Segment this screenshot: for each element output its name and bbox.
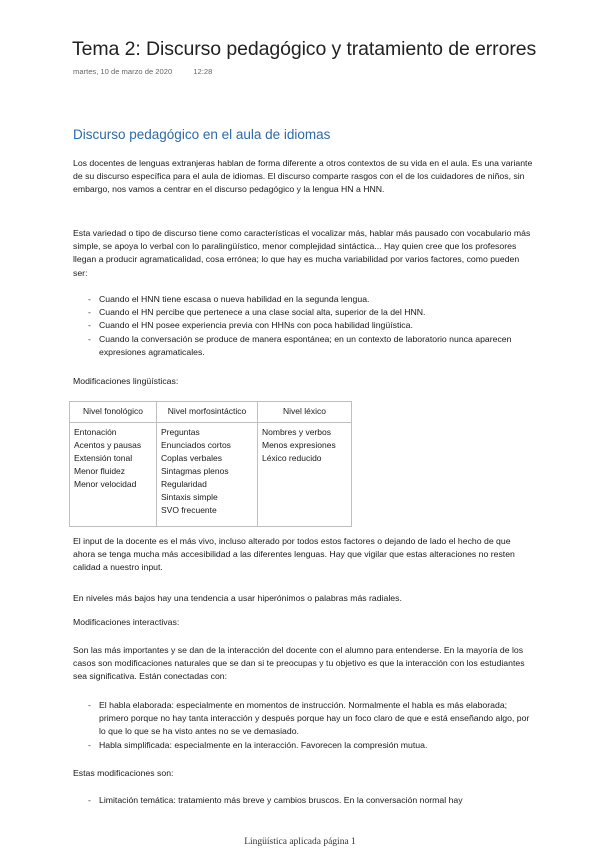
connected-list (73, 699, 533, 752)
table-cell-item: SVO frecuente (161, 505, 217, 515)
table-cell-item: Coplas verbales (161, 453, 222, 463)
lexical-cell (258, 423, 352, 527)
modifications-table (69, 401, 352, 527)
table-cell-item: Extensión tonal (74, 453, 133, 463)
page-footer: Lingüística aplicada página 1 (244, 837, 356, 847)
date-time-meta (73, 67, 212, 76)
table-cell-item: Acentos y pausas (74, 440, 142, 450)
table-header-row (70, 402, 352, 423)
list-item: - El habla elaborada: especialmente en momentos de instrucción. Normalmente el habla es más elaborada; primero porque no hay tanta interacción y después porque hay un foco claro de que e está enseñando algo, por lo que lo que se ha visto antes no se ve demasiado. (73, 699, 533, 739)
factors-list (73, 293, 533, 359)
table-row (70, 423, 352, 527)
table-cell-item: Menor velocidad (74, 479, 137, 489)
list-item: - Cuando la conversación se produce de manera espontánea; en un contexto de laboratorio nunca aparecen expresiones agramaticales. (73, 333, 533, 359)
modifications-list (73, 794, 533, 807)
list-item: - Cuando el HNN tiene escasa o nueva habilidad en la segunda lengua. (73, 293, 533, 306)
table-cell-item: Enunciados cortos (161, 440, 231, 450)
date-text: martes, 10 de marzo de 2020 (73, 67, 173, 76)
these-mods-label: Estas modificaciones son: (73, 768, 174, 778)
page-title: Tema 2: Discurso pedagógico y tratamiento de errores (72, 38, 537, 60)
table-header-cell: Nivel morfosintáctico (157, 402, 258, 423)
list-item: - Cuando el HN posee experiencia previa con HHNs con poca habilidad lingüística. (73, 319, 533, 332)
table-cell-item: Preguntas (161, 427, 200, 437)
table-cell-item: Menos expresiones (262, 440, 336, 450)
table-cell-item: Menor fluidez (74, 466, 126, 476)
list-item: - Limitación temática: tratamiento más breve y cambios bruscos. En la conversación normal hay (73, 794, 533, 807)
table-cell-item: Nombres y verbos (262, 427, 331, 437)
morphosyntactic-cell (157, 423, 258, 527)
paragraph-interactive: Son las más importantes y se dan de la interacción del docente con el alumno para entenderse. En la mayoría de los casos son modificaciones naturales que se dan si te preocupas y tu objetivo es que la interacción con los estudiantes sea significativa. Están conectadas con: (73, 645, 525, 682)
table-cell-item: Sintaxis simple (161, 492, 218, 502)
paragraph-characteristics: Esta variedad o tipo de discurso tiene como características el vocalizar más, hablar más pausado con vocabulario más simple, se apoya lo verbal con lo paralingüístico, menor complejidad sintáctica... Hay quien cree que los profesores llegan a producir agramaticalidad, cosa errónea; lo que hay es mucha variabilidad por varios factores, como pueden ser: (73, 228, 531, 278)
table-header-cell: Nivel fonológico (70, 402, 157, 423)
list-item: - Habla simplificada: especialmente en la interacción. Favorecen la compresión mutua. (73, 739, 533, 752)
interactive-mods-label: Modificaciones interactivas: (73, 617, 180, 627)
table-cell-item: Entonación (74, 427, 117, 437)
phonological-cell (70, 423, 157, 527)
table-cell-item: Léxico reducido (262, 453, 322, 463)
section-heading: Discurso pedagógico en el aula de idiomas (73, 127, 331, 142)
list-item: - Cuando el HN percibe que pertenece a una clase social alta, superior de la del HNN. (73, 306, 533, 319)
paragraph-levels: En niveles más bajos hay una tendencia a usar hiperónimos o palabras más radiales. (73, 593, 402, 603)
paragraph-intro: Los docentes de lenguas extranjeras hablan de forma diferente a otros contextos de su vida en el aula. Es una variante de su discurso específica para el aula de idiomas. El discurso comparte rasgos con el de los cuidadores de niños, sin embargo, nos vamos a centrar en el discurso pedagógico y la lengua HN a HNN. (73, 158, 533, 195)
paragraph-input: El input de la docente es el más vivo, incluso alterado por todos estos factores o dejando de lado el hecho de que ahora se tenga mucha más accesibilidad a las diferentes lenguas. Hay que vigilar que estas alteraciones no resten calidad a nuestro input. (73, 536, 515, 573)
linguistic-mods-label: Modificaciones lingüísticas: (73, 376, 179, 386)
table-header-cell: Nivel léxico (258, 402, 352, 423)
time-text: 12:28 (193, 67, 213, 76)
table-cell-item: Sintagmas plenos (161, 466, 229, 476)
table-cell-item: Regularidad (161, 479, 207, 489)
